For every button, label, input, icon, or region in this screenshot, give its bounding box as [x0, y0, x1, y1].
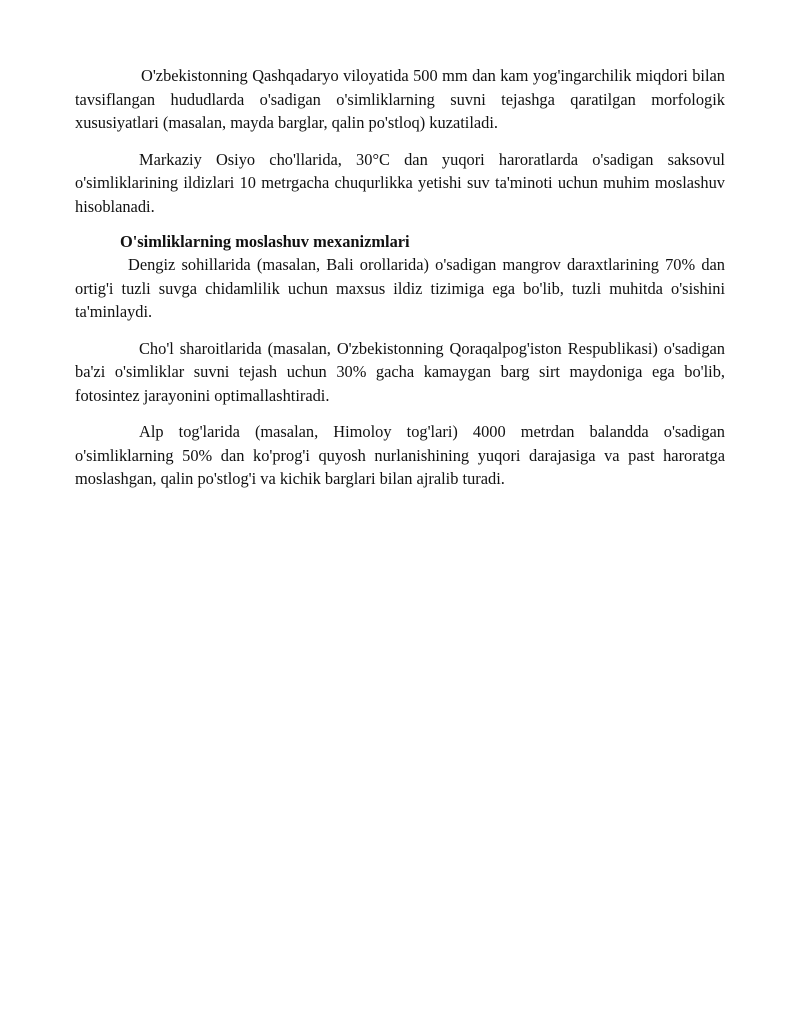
paragraph-chol-sharoitlari: Cho'l sharoitlarida (masalan, O'zbekistonning Qoraqalpog'iston Respublikasi) o'sadigan ba'zi o'simliklar suvni tejash uchun 30% gacha kamaygan barg sirt maydoniga ega bo'lib, fotosintez jarayonini optimallashtiradi. — [75, 338, 725, 405]
paragraph-qashqadaryo: O'zbekistonning Qashqadaryo viloyatida 500 mm dan kam yog'ingarchilik miqdori bilan tavsiflangan hududlarda o'sadigan o'simliklarning suvni tejashga qaratilgan morfologik xususiyatlari (masalan, mayda barglar, qalin po'stloq) kuzatiladi. — [75, 66, 725, 132]
document-body — [75, 64, 725, 504]
paragraph-saksovul: Markaziy Osiyo cho'llarida, 30°C dan yuqori haroratlarda o'sadigan saksovul o'simliklarining ildizlari 10 metrgacha chuqurlikka yetishi suv ta'minoti uchun muhim moslashuv hisoblanadi. — [75, 149, 725, 216]
section-heading: O'simliklarning moslashuv mexanizmlari — [120, 232, 410, 251]
paragraph-mangrov: Dengiz sohillarida (masalan, Bali orollarida) o'sadigan mangrov daraxtlarining 70% dan ortig'i tuzli suvga chidamlilik uchun maxsus ildiz tizimiga ega bo'lib, tuzli muhitda o'sishini ta'minlaydi. — [75, 255, 725, 321]
paragraph-alp-toglari: Alp tog'larida (masalan, Himoloy tog'lari) 4000 metrdan balandda o'sadigan o'simliklarning 50% dan ko'prog'i quyosh nurlanishining yuqori darajasiga va past haroratga moslashgan, qalin po'stlog'i va kichik barglari bilan ajralib turadi. — [75, 422, 725, 488]
